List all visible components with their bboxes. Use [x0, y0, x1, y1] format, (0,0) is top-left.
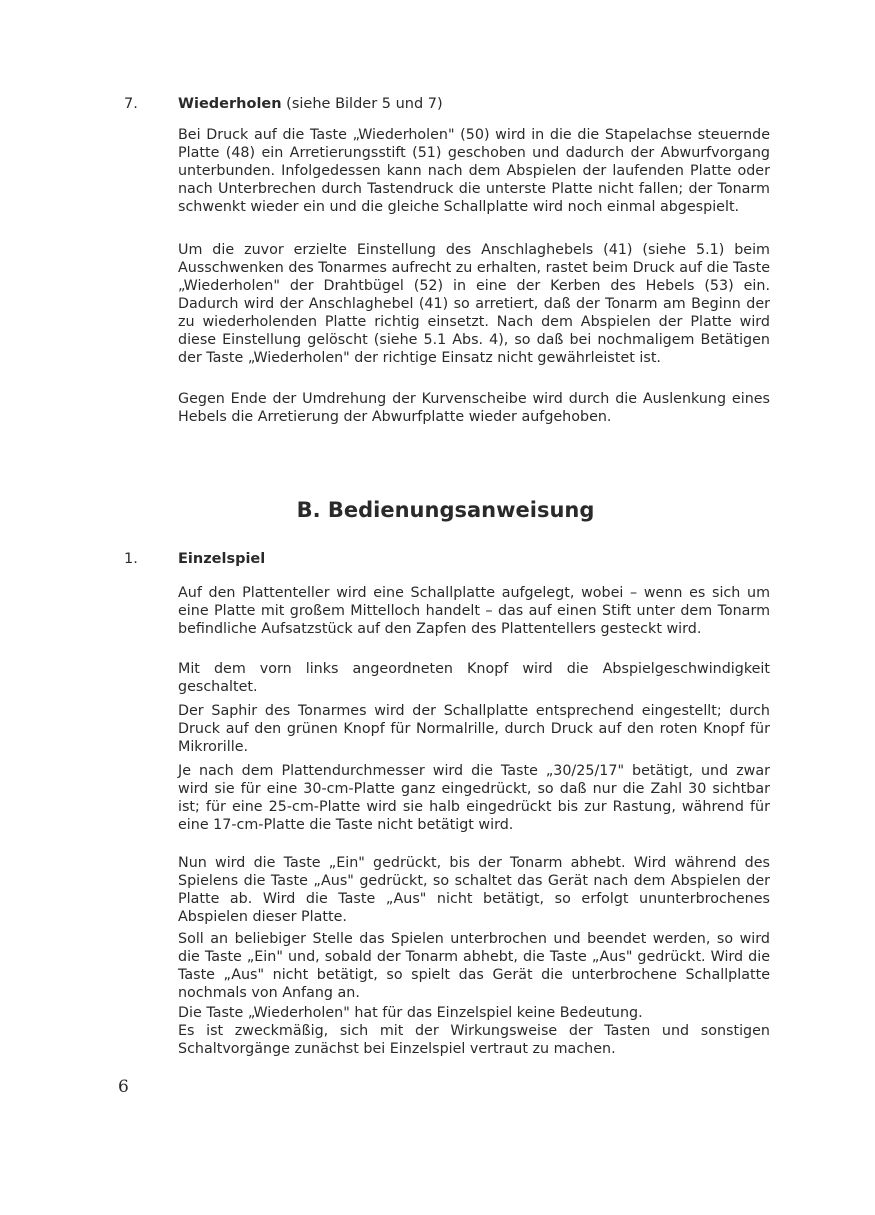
section-1-paragraph-1: Auf den Plattenteller wird eine Schallplatte aufgelegt, wobei – wenn es sich um eine Platte mit großem Mittelloch handelt – das auf einen Stift unter dem Tonarm befindliche Aufsatzstück auf den Zapfen des Plattentellers gesteckt wird.	[178, 585, 770, 637]
section-7-title: Wiederholen	[178, 96, 282, 112]
section-7-number: 7.	[124, 96, 138, 112]
section-7-heading	[178, 96, 443, 112]
part-b-heading-text: B. Bedienungsanweisung	[296, 498, 595, 522]
section-7-paragraph-1: Bei Druck auf die Taste „Wiederholen" (50) wird in die die Stapelachse steuernde Platte (48) ein Arretierungsstift (51) geschoben und dadurch der Abwurfvorgang unterbunden. Infolgedessen kann nach dem Abspielen der laufenden Platte oder nach Unterbrechen durch Tastendruck die unterste Platte nicht fallen; der Tonarm schwenkt wieder ein und die gleiche Schallplatte wird noch einmal abgespielt.	[178, 127, 770, 215]
section-1-paragraph-5: Nun wird die Taste „Ein" gedrückt, bis der Tonarm abhebt. Wird während des Spielens die Taste „Aus" gedrückt, so schaltet das Gerät nach dem Abspielen der Platte ab. Wird die Taste „Aus" nicht betätigt, so erfolgt ununterbrochenes Abspielen dieser Platte.	[178, 855, 770, 925]
section-1-paragraph-4: Je nach dem Plattendurchmesser wird die Taste „30/25/17" betätigt, und zwar wird sie für eine 30-cm-Platte ganz eingedrückt, so daß nur die Zahl 30 sichtbar ist; für eine 25-cm-Platte wird sie halb eingedrückt bis zur Rastung, während für eine 17-cm-Platte die Taste nicht betätigt wird.	[178, 763, 770, 833]
section-1-paragraph-8: Es ist zweckmäßig, sich mit der Wirkungsweise der Tasten und sonstigen Schaltvorgänge zunächst bei Einzelspiel vertraut zu machen.	[178, 1023, 770, 1057]
part-b-heading	[0, 498, 875, 522]
section-1-paragraph-2: Mit dem vorn links angeordneten Knopf wird die Abspielgeschwindigkeit geschaltet.	[178, 661, 770, 695]
section-7-paragraph-3: Gegen Ende der Umdrehung der Kurvenscheibe wird durch die Auslenkung eines Hebels die Arretierung der Abwurfplatte wieder aufgehoben.	[178, 391, 770, 425]
section-1-heading	[178, 551, 265, 567]
section-7-title-ref: (siehe Bilder 5 und 7)	[281, 96, 443, 112]
page-number: 6	[118, 1077, 129, 1097]
section-1-paragraph-7: Die Taste „Wiederholen" hat für das Einzelspiel keine Bedeutung.	[178, 1005, 643, 1021]
section-1-title: Einzelspiel	[178, 551, 266, 567]
section-7-paragraph-2: Um die zuvor erzielte Einstellung des Anschlaghebels (41) (siehe 5.1) beim Ausschwenken des Tonarmes aufrecht zu erhalten, rastet beim Druck auf die Taste „Wiederholen" der Drahtbügel (52) in eine der Kerben des Hebels (53) ein. Dadurch wird der Anschlaghebel (41) so arretiert, daß der Tonarm am Beginn der zu wiederholenden Platte richtig einsetzt. Nach dem Abspielen der Platte wird diese Einstellung gelöscht (siehe 5.1 Abs. 4), so daß bei nochmaligem Betätigen der Taste „Wiederholen" der richtige Einsatz nicht gewährleistet ist.	[178, 242, 770, 366]
section-1-paragraph-3: Der Saphir des Tonarmes wird der Schallplatte entsprechend eingestellt; durch Druck auf den grünen Knopf für Normalrille, durch Druck auf den roten Knopf für Mikrorille.	[178, 703, 770, 755]
section-1-paragraph-6: Soll an beliebiger Stelle das Spielen unterbrochen und beendet werden, so wird die Taste „Ein" und, sobald der Tonarm abhebt, die Taste „Aus" gedrückt. Wird die Taste „Aus" nicht betätigt, so spielt das Gerät die unterbrochene Schallplatte nochmals von Anfang an.	[178, 931, 770, 1001]
section-1-number: 1.	[124, 551, 138, 567]
